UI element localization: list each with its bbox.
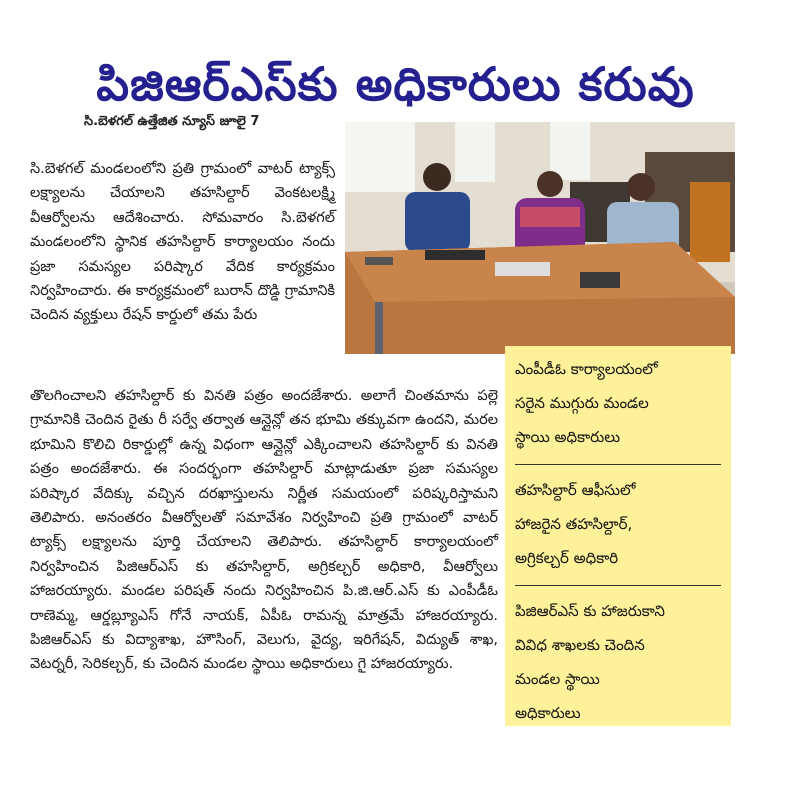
sidebar-line: సరైన ముగ్గురు మండల [515, 394, 649, 412]
sidebar-line: అగ్రికల్చర్ అధికారి [515, 549, 619, 567]
sidebar-line: ఎంపీడీఓ కార్యాలయంలో [515, 360, 658, 378]
sidebar-line: తహసిల్దార్ ఆఫీసులో [515, 481, 636, 499]
article-text-top: సి.బెళగల్ మండలంలోని ప్రతి గ్రామంలో వాటర్ ట్యాక్స్ లక్ష్యాలను చేయాలని తహసిల్దార్ వెంకటలక్ష్మి వీఆర్వోలను ఆదేశించారు. సోమవారం సి.బెళగల్ మండలంలోని స్థానిక తహసిల్దార్ కార్యాలయం నందు ప్రజా సమస్యల పరిష్కార వేదిక కార్యక్రమం నిర్వహించారు. ఈ కార్యక్రమంలో బురాన్ దొడ్డి గ్రామానికి చెందిన వ్యక్తులు రేషన్ కార్డులో తమ పేరు [30, 161, 335, 324]
highlight-sidebar [505, 346, 731, 726]
headline: పిజిఆర్ఎస్‌కు అధికారులు కరువు [96, 56, 695, 111]
sidebar-divider [515, 464, 721, 465]
dateline: సి.బెళగల్ ఉత్తేజిత న్యూస్ జూలై 7 [84, 114, 260, 129]
sidebar-line: పిజిఆర్ఎస్ కు హాజరుకాని [515, 602, 665, 620]
sidebar-block-3 [515, 594, 725, 730]
article-text-bottom: తొలగించాలని తహసిల్దార్ కు వినతి పత్రం అందజేశారు. అలాగే చింతమాను పల్లె గ్రామానికి చెందిన రైతు రీ సర్వే తర్వాత ఆన్లైన్లో తన భూమి తక్కువగా ఉందని, మరల భూమిని కొలిచి రికార్డుల్లో ఉన్న విధంగా ఆన్లైన్లో ఎక్కించాలని తహసిల్దార్ కు వినతి పత్రం అందజేశారు. ఈ సందర్భంగా తహసిల్దార్ మాట్లాడుతూ ప్రజా సమస్యల పరిష్కార వేదిక్కు వచ్చిన దరఖాస్తులను నిర్ణీత సమయంలో పరిష్కరిస్తామని తెలిపారు. అనంతరం వీఆర్వోలతో సమావేశం నిర్వహించి ప్రతి గ్రామంలో వాటర్ ట్యాక్స్ లక్ష్యాలను పూర్తి చేయాలని తెలిపారు. తహసిల్దార్ కార్యాలయంలో నిర్వహించిన పిజిఆర్ఎస్ కు తహసిల్దార్, అగ్రికల్చర్ అధికారి, వీఆర్వోలు హాజరయ్యారు. మండల పరిషత్ నందు నిర్వహించిన పి.జి.ఆర్.ఎస్ కు ఎంపీడీఓ రాణెమ్మ, ఆర్డబ్ల్యూఎస్ గోనే నాయక్, ఏపీఓ రామన్న మాత్రమే హాజరయ్యారు. పిజిఆర్ఎస్ కు విద్యాశాఖ, హౌసింగ్, వెలుగు, వైద్య, ఇరిగేషన్, విద్యుత్ శాఖ, వెటర్నరీ, సెరికల్చర్, కు చెందిన మండల స్థాయి అధికారులు గై హాజరయ్యారు. [30, 388, 498, 673]
sidebar-line: మండల స్థాయి [515, 670, 600, 688]
sidebar-line: వివిధ శాఖలకు చెందిన [515, 636, 645, 654]
sidebar-block-1 [515, 352, 725, 454]
news-photo [345, 122, 735, 354]
sidebar-line: అధికారులు [515, 704, 581, 722]
sidebar-block-2 [515, 473, 725, 575]
sidebar-line: హాజరైన తహసిల్దార్, [515, 515, 633, 533]
sidebar-divider [515, 585, 721, 586]
sidebar-line: స్థాయి అధికారులు [515, 428, 621, 446]
